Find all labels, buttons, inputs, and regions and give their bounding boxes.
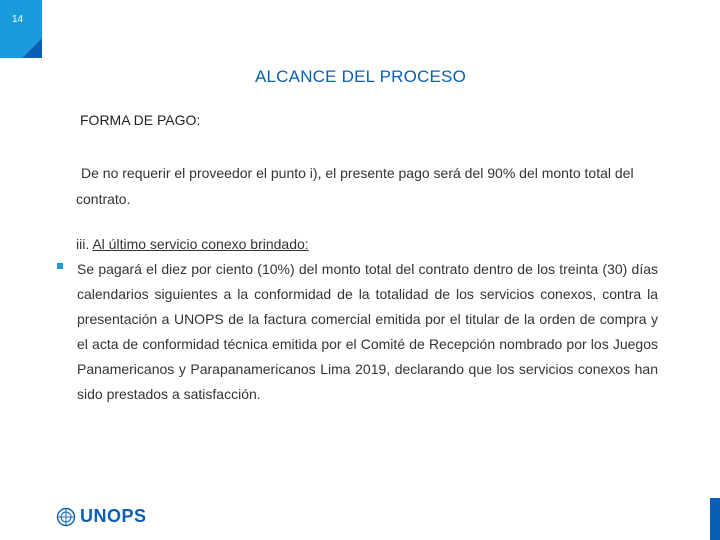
un-emblem-icon (56, 507, 76, 527)
item-heading (76, 236, 309, 252)
item-label: Al último servicio conexo brindado: (92, 236, 309, 252)
slide-title (0, 67, 720, 87)
bullet-text: Se pagará el diez por ciento (10%) del monto total del contrato dentro de los treinta (30) días calendarios siguientes a la conformidad de la totalidad de los servicios conexos, contra la presentación a UNOPS de la factura comercial emitida por el titular de la orden de compra y el acta de conformidad técnica emitida por el Comité de Recepción nombrado por los Juegos Panamericanos y Parapanamericanos Lima 2019, declarando que los servicios conexos han sido prestados a satisfacción. (77, 261, 658, 402)
item-prefix: iii. (76, 236, 93, 252)
payment-paragraph: De no requerir el proveedor el punto i), el presente pago será del 90% del monto total del contrato. (76, 165, 634, 207)
corner-tab (0, 0, 42, 58)
section-subheading: FORMA DE PAGO: (80, 112, 201, 128)
logo-text: UNOPS (80, 506, 147, 526)
page-number: 14 (12, 14, 24, 25)
unops-logo (56, 506, 147, 527)
slide-title-text: ALCANCE DEL PROCESO (254, 67, 466, 86)
edge-accent-bar (710, 498, 720, 540)
square-bullet-icon (57, 263, 63, 269)
